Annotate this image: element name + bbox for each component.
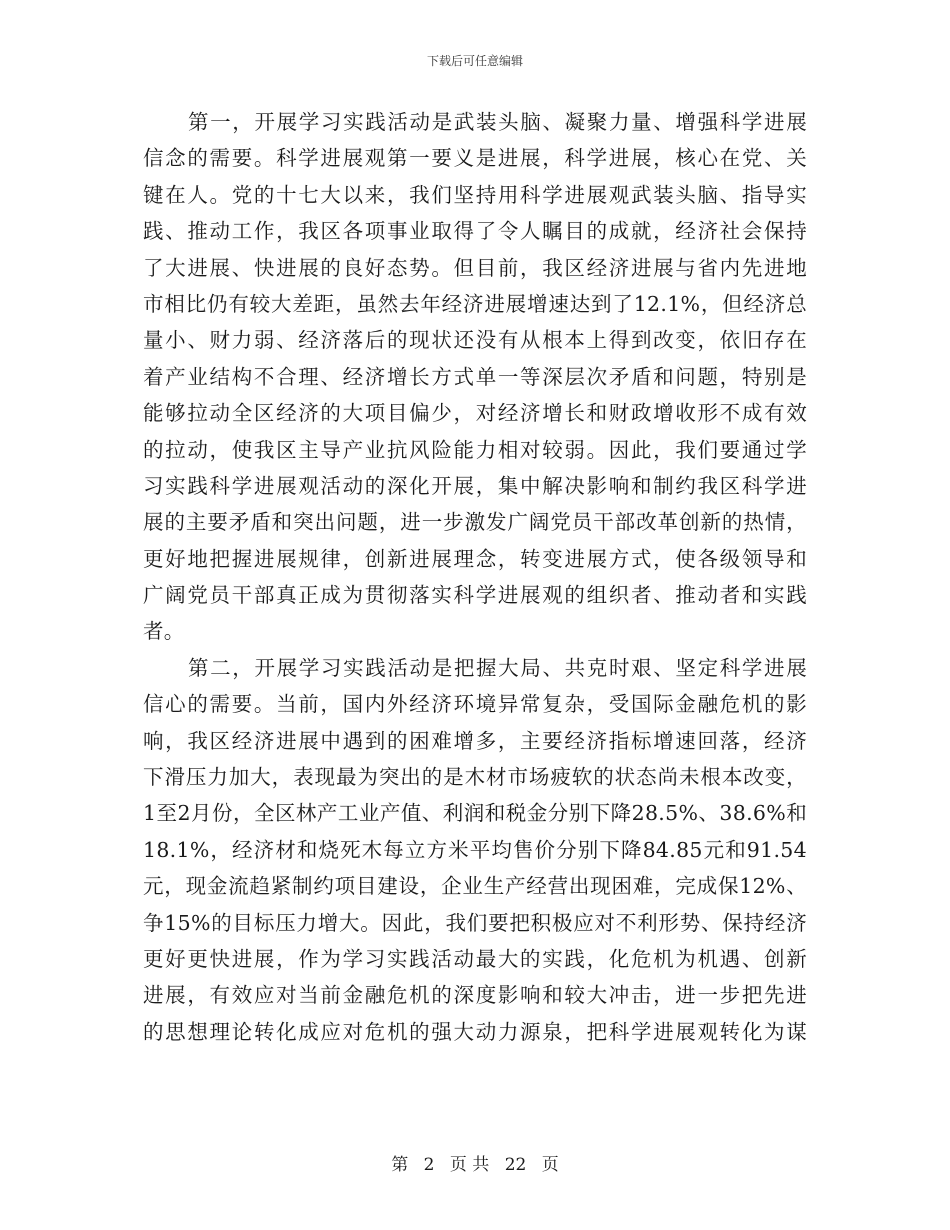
paragraph-1-line-13: 更好地把握进展规律，创新进展理念，转变进展方式，使各级领导和	[143, 546, 807, 571]
paragraph-2-line-6: 18.1%，经济材和烧死木每立方米平均售价分别下降84.85元和91.54	[143, 837, 807, 862]
paragraph-1-line-6: 市相比仍有较大差距，虽然去年经济进展增速达到了12.1%，但经济总	[143, 291, 807, 316]
paragraph-1-line-11: 习实践科学进展观活动的深化开展，集中解决影响和制约我区科学进	[143, 473, 807, 498]
paragraph-1-line-14: 广阔党员干部真正成为贯彻落实科学进展观的组织者、推动者和实践	[143, 583, 807, 608]
document-body	[143, 104, 807, 1050]
paragraph-1-line-10: 的拉动，使我区主导产业抗风险能力相对较弱。因此，我们要通过学	[143, 437, 807, 462]
page-footer	[0, 1154, 950, 1176]
paragraph-2-line-9: 更好更快进展，作为学习实践活动最大的实践，化危机为机遇、创新	[143, 946, 807, 971]
page-label-prefix: 第	[391, 1155, 409, 1175]
paragraph-1-line-7: 量小、财力弱、经济落后的现状还没有从根本上得到改变，依旧存在	[143, 328, 807, 353]
paragraph-2-line-7: 元，现金流趋紧制约项目建设，企业生产经营出现困难，完成保12%、	[143, 874, 807, 899]
paragraph-2-line-5: 1至2月份，全区林产工业产值、利润和税金分别下降28.5%、38.6%和	[143, 801, 807, 826]
paragraph-1-line-8: 着产业结构不合理、经济增长方式单一等深层次矛盾和问题，特别是	[143, 364, 807, 389]
paragraph-2-line-8: 争15%的目标压力增大。因此，我们要把积极应对不利形势、保持经济	[143, 910, 807, 935]
page-number: 2	[423, 1155, 435, 1175]
paragraph-2-line-2: 信心的需要。当前，国内外经济环境异常复杂，受国际金融危机的影	[143, 692, 807, 717]
paragraph-2-line-1: 第二，开展学习实践活动是把握大局、共克时艰、坚定科学进展	[188, 655, 807, 680]
paragraph-1-line-9: 能够拉动全区经济的大项目偏少，对经济增长和财政增收形不成有效	[143, 401, 807, 426]
page-label-suffix: 页	[541, 1155, 559, 1175]
paragraph-1-line-15: 者。	[143, 619, 185, 644]
paragraph-1-line-2: 信念的需要。科学进展观第一要义是进展，科学进展，核心在党、关	[143, 146, 807, 171]
paragraph-2-line-10: 进展，有效应对当前金融危机的深度影响和较大冲击，进一步把先进	[143, 983, 807, 1008]
paragraph-1-line-3: 键在人。党的十七大以来，我们坚持用科学进展观武装头脑、指导实	[143, 182, 807, 207]
paragraph-2-line-4: 下滑压力加大，表现最为突出的是木材市场疲软的状态尚未根本改变，	[143, 765, 807, 790]
page-header-note: 下载后可任意编辑	[426, 54, 523, 68]
paragraph-1-line-12: 展的主要矛盾和突出问题，进一步激发广阔党员干部改革创新的热情，	[143, 510, 807, 535]
paragraph-1-line-1: 第一，开展学习实践活动是武装头脑、凝聚力量、增强科学进展	[188, 110, 807, 134]
paragraph-1-line-4: 践、推动工作，我区各项事业取得了令人瞩目的成就，经济社会保持	[143, 219, 807, 244]
paragraph-1-line-5: 了大进展、快进展的良好态势。但目前，我区经济进展与省内先进地	[143, 255, 807, 280]
total-pages: 22	[504, 1155, 527, 1175]
page-label-mid: 页 共	[449, 1155, 490, 1175]
paragraph-2-line-3: 响，我区经济进展中遇到的困难增多，主要经济指标增速回落，经济	[143, 728, 807, 753]
paragraph-2-line-11: 的思想理论转化成应对危机的强大动力源泉，把科学进展观转化为谋	[143, 1019, 807, 1044]
